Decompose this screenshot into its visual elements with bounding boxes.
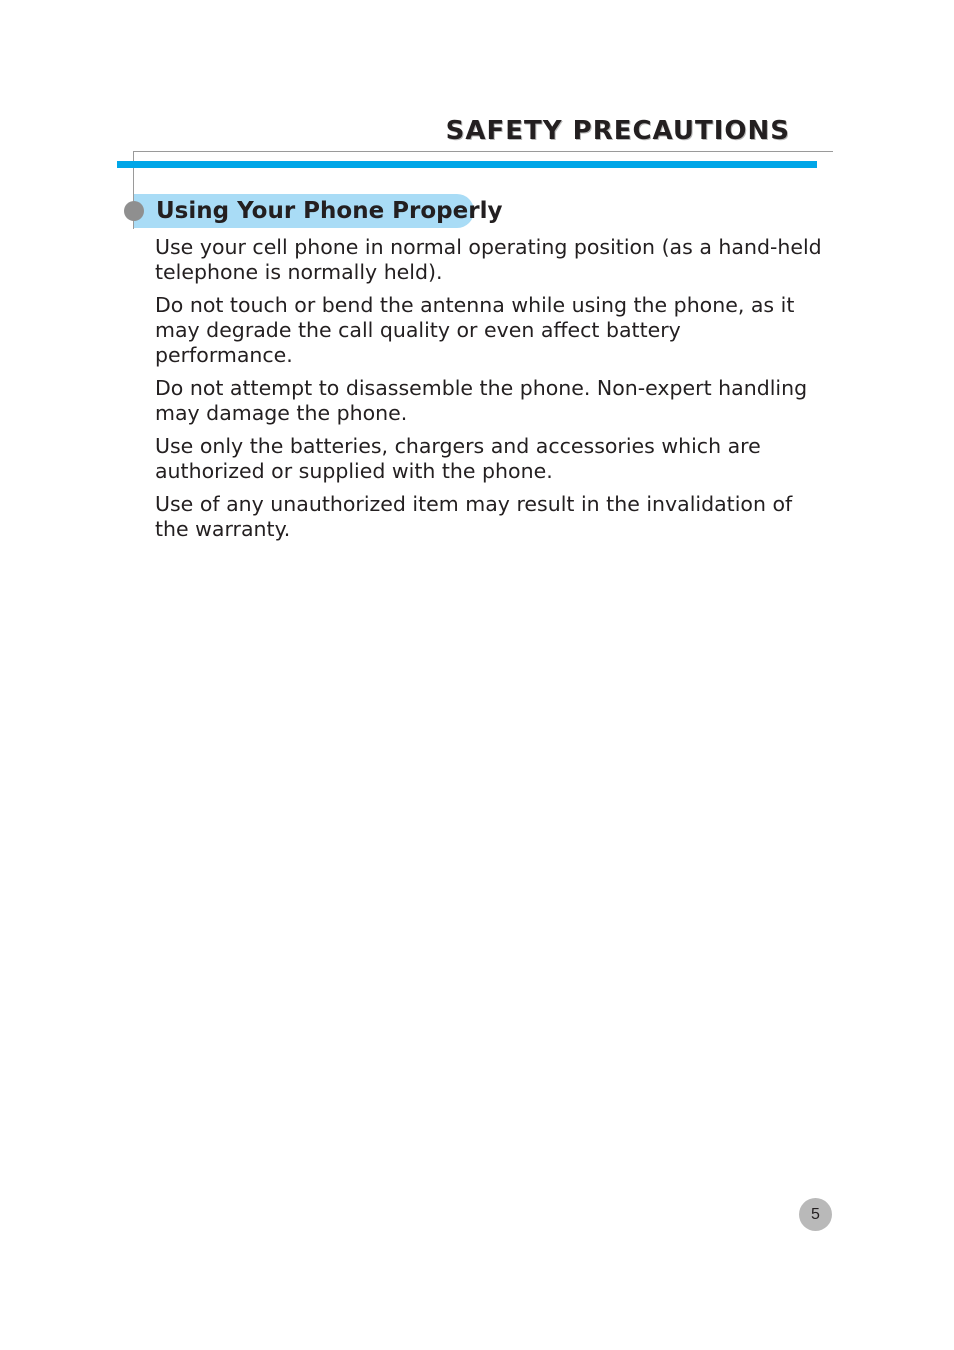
page-title: SAFETY PRECAUTIONS xyxy=(445,116,790,146)
section-heading: Using Your Phone Properly xyxy=(156,198,503,224)
section-bullet-icon xyxy=(124,201,144,221)
section-body xyxy=(155,235,825,550)
paragraph-warranty: Use of any unauthorized item may result in the invalidation of the warranty. xyxy=(155,492,793,541)
paragraph-normal-position: Use your cell phone in normal operating position (as a hand-held telephone is normally held). xyxy=(155,235,822,284)
page-number-badge xyxy=(799,1198,832,1231)
paragraph-accessories: Use only the batteries, chargers and accessories which are authorized or supplied with the phone. xyxy=(155,434,761,483)
paragraph-antenna: Do not touch or bend the antenna while using the phone, as it may degrade the call quality or even affect battery performance. xyxy=(155,293,795,367)
header-thin-rule xyxy=(133,151,833,152)
header-blue-rule xyxy=(117,161,817,168)
paragraph-disassemble: Do not attempt to disassemble the phone. Non-expert handling may damage the phone. xyxy=(155,376,808,425)
page-number: 5 xyxy=(811,1205,820,1223)
